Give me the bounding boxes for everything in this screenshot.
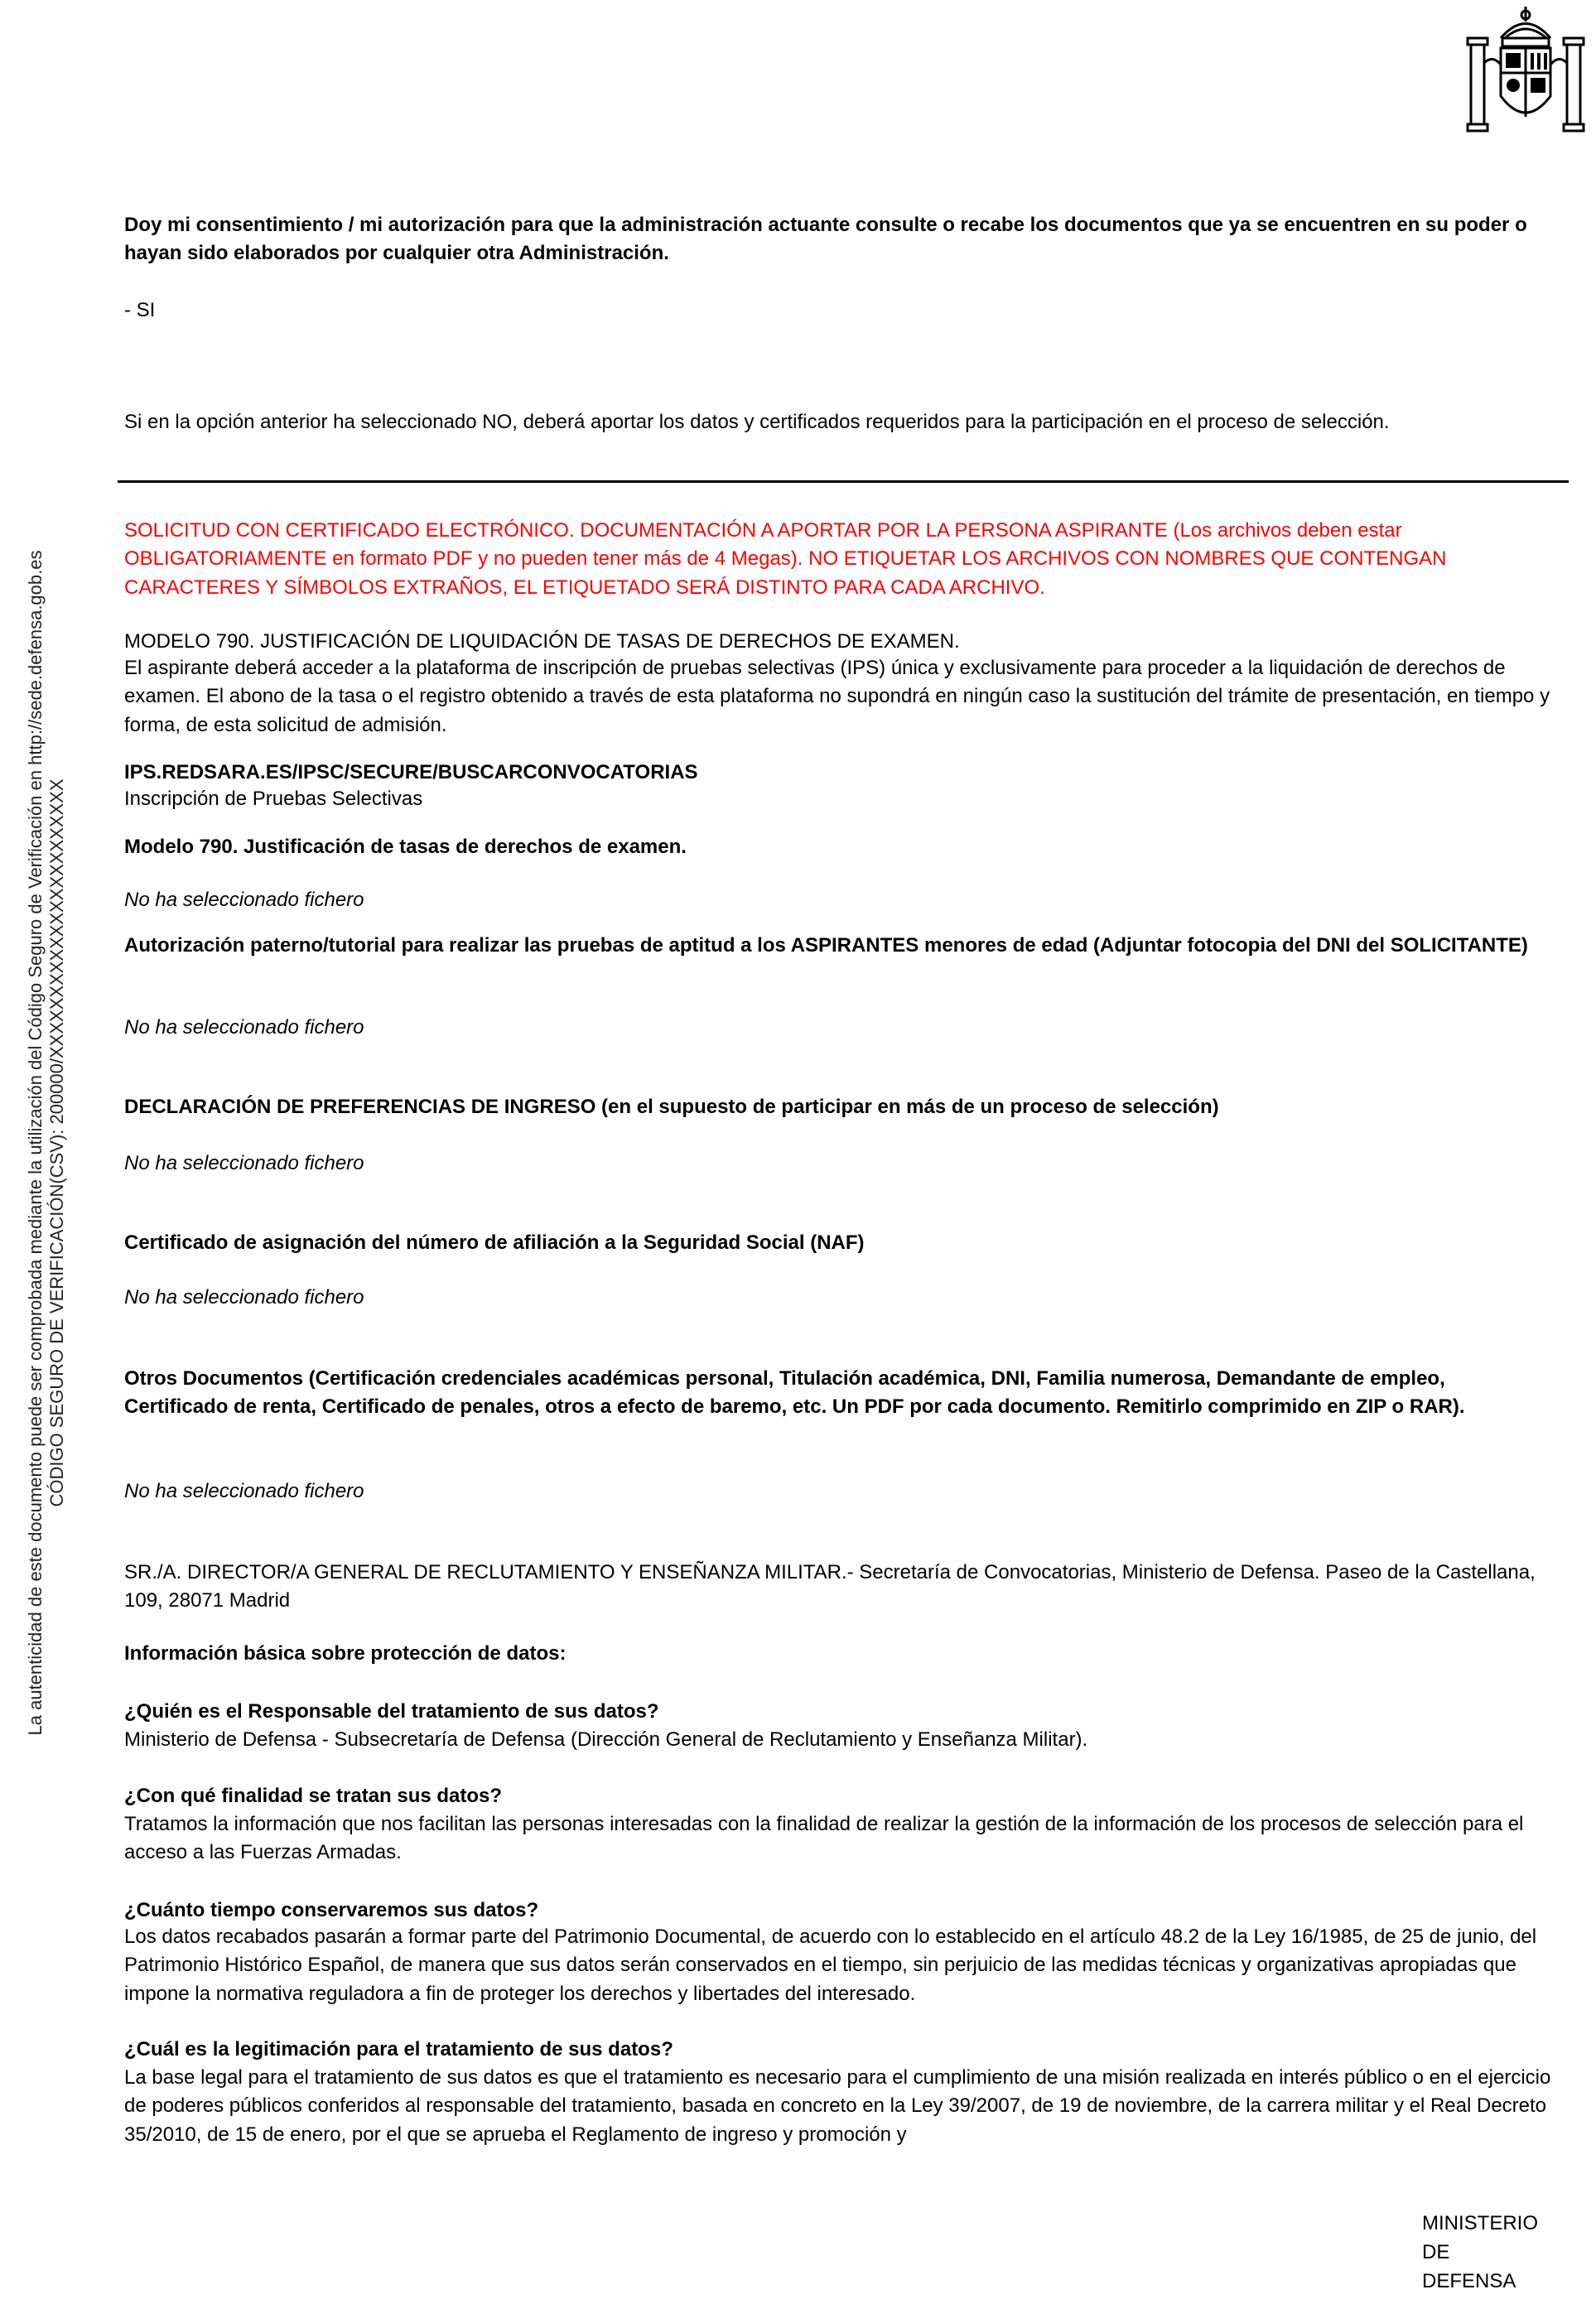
attachment-label-naf: Certificado de asignación del número de afiliación a la Seguridad Social (NAF)	[124, 1231, 865, 1254]
addressee: SR./A. DIRECTOR/A GENERAL DE RECLUTAMIENTO Y ENSEÑANZA MILITAR.- Secretaría de Convocatorias, Ministerio de Defensa. Paseo de la Castellana, 109, 28071 Madrid	[124, 1561, 1536, 1612]
consent-note: Si en la opción anterior ha seleccionado NO, deberá aportar los datos y certificados requeridos para la participación en el proceso de selección.	[124, 411, 1390, 433]
footer-line-3: DEFENSA	[1422, 2269, 1516, 2292]
modelo-body: El aspirante deberá acceder a la plataforma de inscripción de pruebas selectivas (IPS) única y exclusivamente para proceder a la liquidación de derechos de examen. El abono de la tasa o el registro obtenido a través de esta plataforma no supondrá en ningún caso la sustitución del trámite de presentación, en tiempo y forma, de esta solicitud de admisión.	[124, 657, 1550, 736]
privacy-answer-conservacion: Los datos recabados pasarán a formar parte del Patrimonio Documental, de acuerdo con lo establecido en el artículo 48.2 de la Ley 16/1985, de 25 de junio, del Patrimonio Histórico Español, de manera que sus datos serán conservados en el tiempo, sin perjuicio de las medidas técnicas y organizativas apropiadas que impone la normativa reguladora a fin de proteger los derechos y libertades del interesado.	[124, 1925, 1537, 2005]
attachment-label-modelo-790: Modelo 790. Justificación de tasas de derechos de examen.	[124, 836, 687, 858]
attachment-label-preferencias: DECLARACIÓN DE PREFERENCIAS DE INGRESO (en el supuesto de participar en más de un proceso de selección)	[124, 1096, 1219, 1118]
upload-warning: SOLICITUD CON CERTIFICADO ELECTRÓNICO. DOCUMENTACIÓN A APORTAR POR LA PERSONA ASPIRANTE (Los archivos deben estar OBLIGATORIAMENTE en formato PDF y no pueden tener más de 4 Megas). NO ETIQUETAR LOS ARCHIVOS CON NOMBRES QUE CONTENGAN CARACTERES Y SÍMBOLOS EXTRAÑOS, EL ETIQUETADO SERÁ DISTINTO PARA CADA ARCHIVO.	[124, 519, 1447, 599]
attachment-status-autorizacion: No ha seleccionado fichero	[124, 1016, 364, 1039]
privacy-question-responsable: ¿Quién es el Responsable del tratamiento de sus datos?	[124, 1700, 659, 1723]
privacy-heading: Información básica sobre protección de datos:	[124, 1642, 567, 1665]
section-divider	[118, 480, 1569, 483]
csv-note-line-1: La autenticidad de este documento puede ser comprobada mediante la utilización del Código Seguro de Verificación en http://sede.defensa.gob.es	[25, 550, 46, 1736]
privacy-question-finalidad: ¿Con qué finalidad se tratan sus datos?	[124, 1785, 503, 1807]
consent-answer: - SI	[124, 299, 156, 321]
attachment-status-otros: No ha seleccionado fichero	[124, 1480, 364, 1502]
attachment-label-autorizacion: Autorización paterno/tutorial para realizar las pruebas de aptitud a los ASPIRANTES menores de edad (Adjuntar fotocopia del DNI del SOLICITANTE)	[124, 934, 1528, 957]
ips-link[interactable]: IPS.REDSARA.ES/IPSC/SECURE/BUSCARCONVOCATORIAS	[124, 761, 698, 783]
attachment-status-naf: No ha seleccionado fichero	[124, 1286, 364, 1309]
ministry-footer	[1422, 2210, 1538, 2296]
attachment-status-modelo-790: No ha seleccionado fichero	[124, 889, 364, 911]
csv-note-line-2: CÓDIGO SEGURO DE VERIFICACIÓN(CSV): 200000/XXXXXXXXXXXXXXXXXXXXXXX	[46, 778, 68, 1507]
coat-of-arms-icon	[1459, 5, 1592, 142]
privacy-answer-finalidad: Tratamos la información que nos facilitan las personas interesadas con la finalidad de realizar la gestión de la información de los procesos de selección para el acceso a las Fuerzas Armadas.	[124, 1813, 1524, 1864]
csv-side-note	[25, 240, 91, 2046]
attachment-label-otros: Otros Documentos (Certificación credenciales académicas personal, Titulación académica, DNI, Familia numerosa, Demandante de empleo, Certificado de renta, Certificado de penales, otros a efecto de baremo, etc. Un PDF por cada documento. Remitirlo comprimido en ZIP o RAR).	[124, 1367, 1465, 1419]
modelo-title: MODELO 790. JUSTIFICACIÓN DE LIQUIDACIÓN DE TASAS DE DERECHOS DE EXAMEN.	[124, 630, 960, 653]
footer-line-1: MINISTERIO	[1422, 2212, 1539, 2234]
ips-link-caption: Inscripción de Pruebas Selectivas	[124, 788, 423, 810]
privacy-answer-legitimacion: La base legal para el tratamiento de sus datos es que el tratamiento es necesario para el cumplimiento de una misión realizada en interés público o en el ejercicio de poderes públicos conferidos al responsable del tratamiento, basada en concreto en la Ley 39/2007, de 19 de noviembre, de la carrera militar y el Real Decreto 35/2010, de 15 de enero, por el que se aprueba el Reglamento de ingreso y promoción y	[124, 2066, 1551, 2146]
privacy-question-legitimacion: ¿Cuál es la legitimación para el tratamiento de sus datos?	[124, 2038, 673, 2060]
privacy-answer-responsable: Ministerio de Defensa - Subsecretaría de Defensa (Dirección General de Reclutamiento y Enseñanza Militar).	[124, 1728, 1088, 1751]
footer-line-2: DE	[1422, 2240, 1450, 2263]
privacy-question-conservacion: ¿Cuánto tiempo conservaremos sus datos?	[124, 1899, 539, 1921]
consent-question: Doy mi consentimiento / mi autorización para que la administración actuante consulte o recabe los documentos que ya se encuentren en su poder o hayan sido elaborados por cualquier otra Administración.	[124, 214, 1527, 265]
attachment-status-preferencias: No ha seleccionado fichero	[124, 1152, 364, 1174]
